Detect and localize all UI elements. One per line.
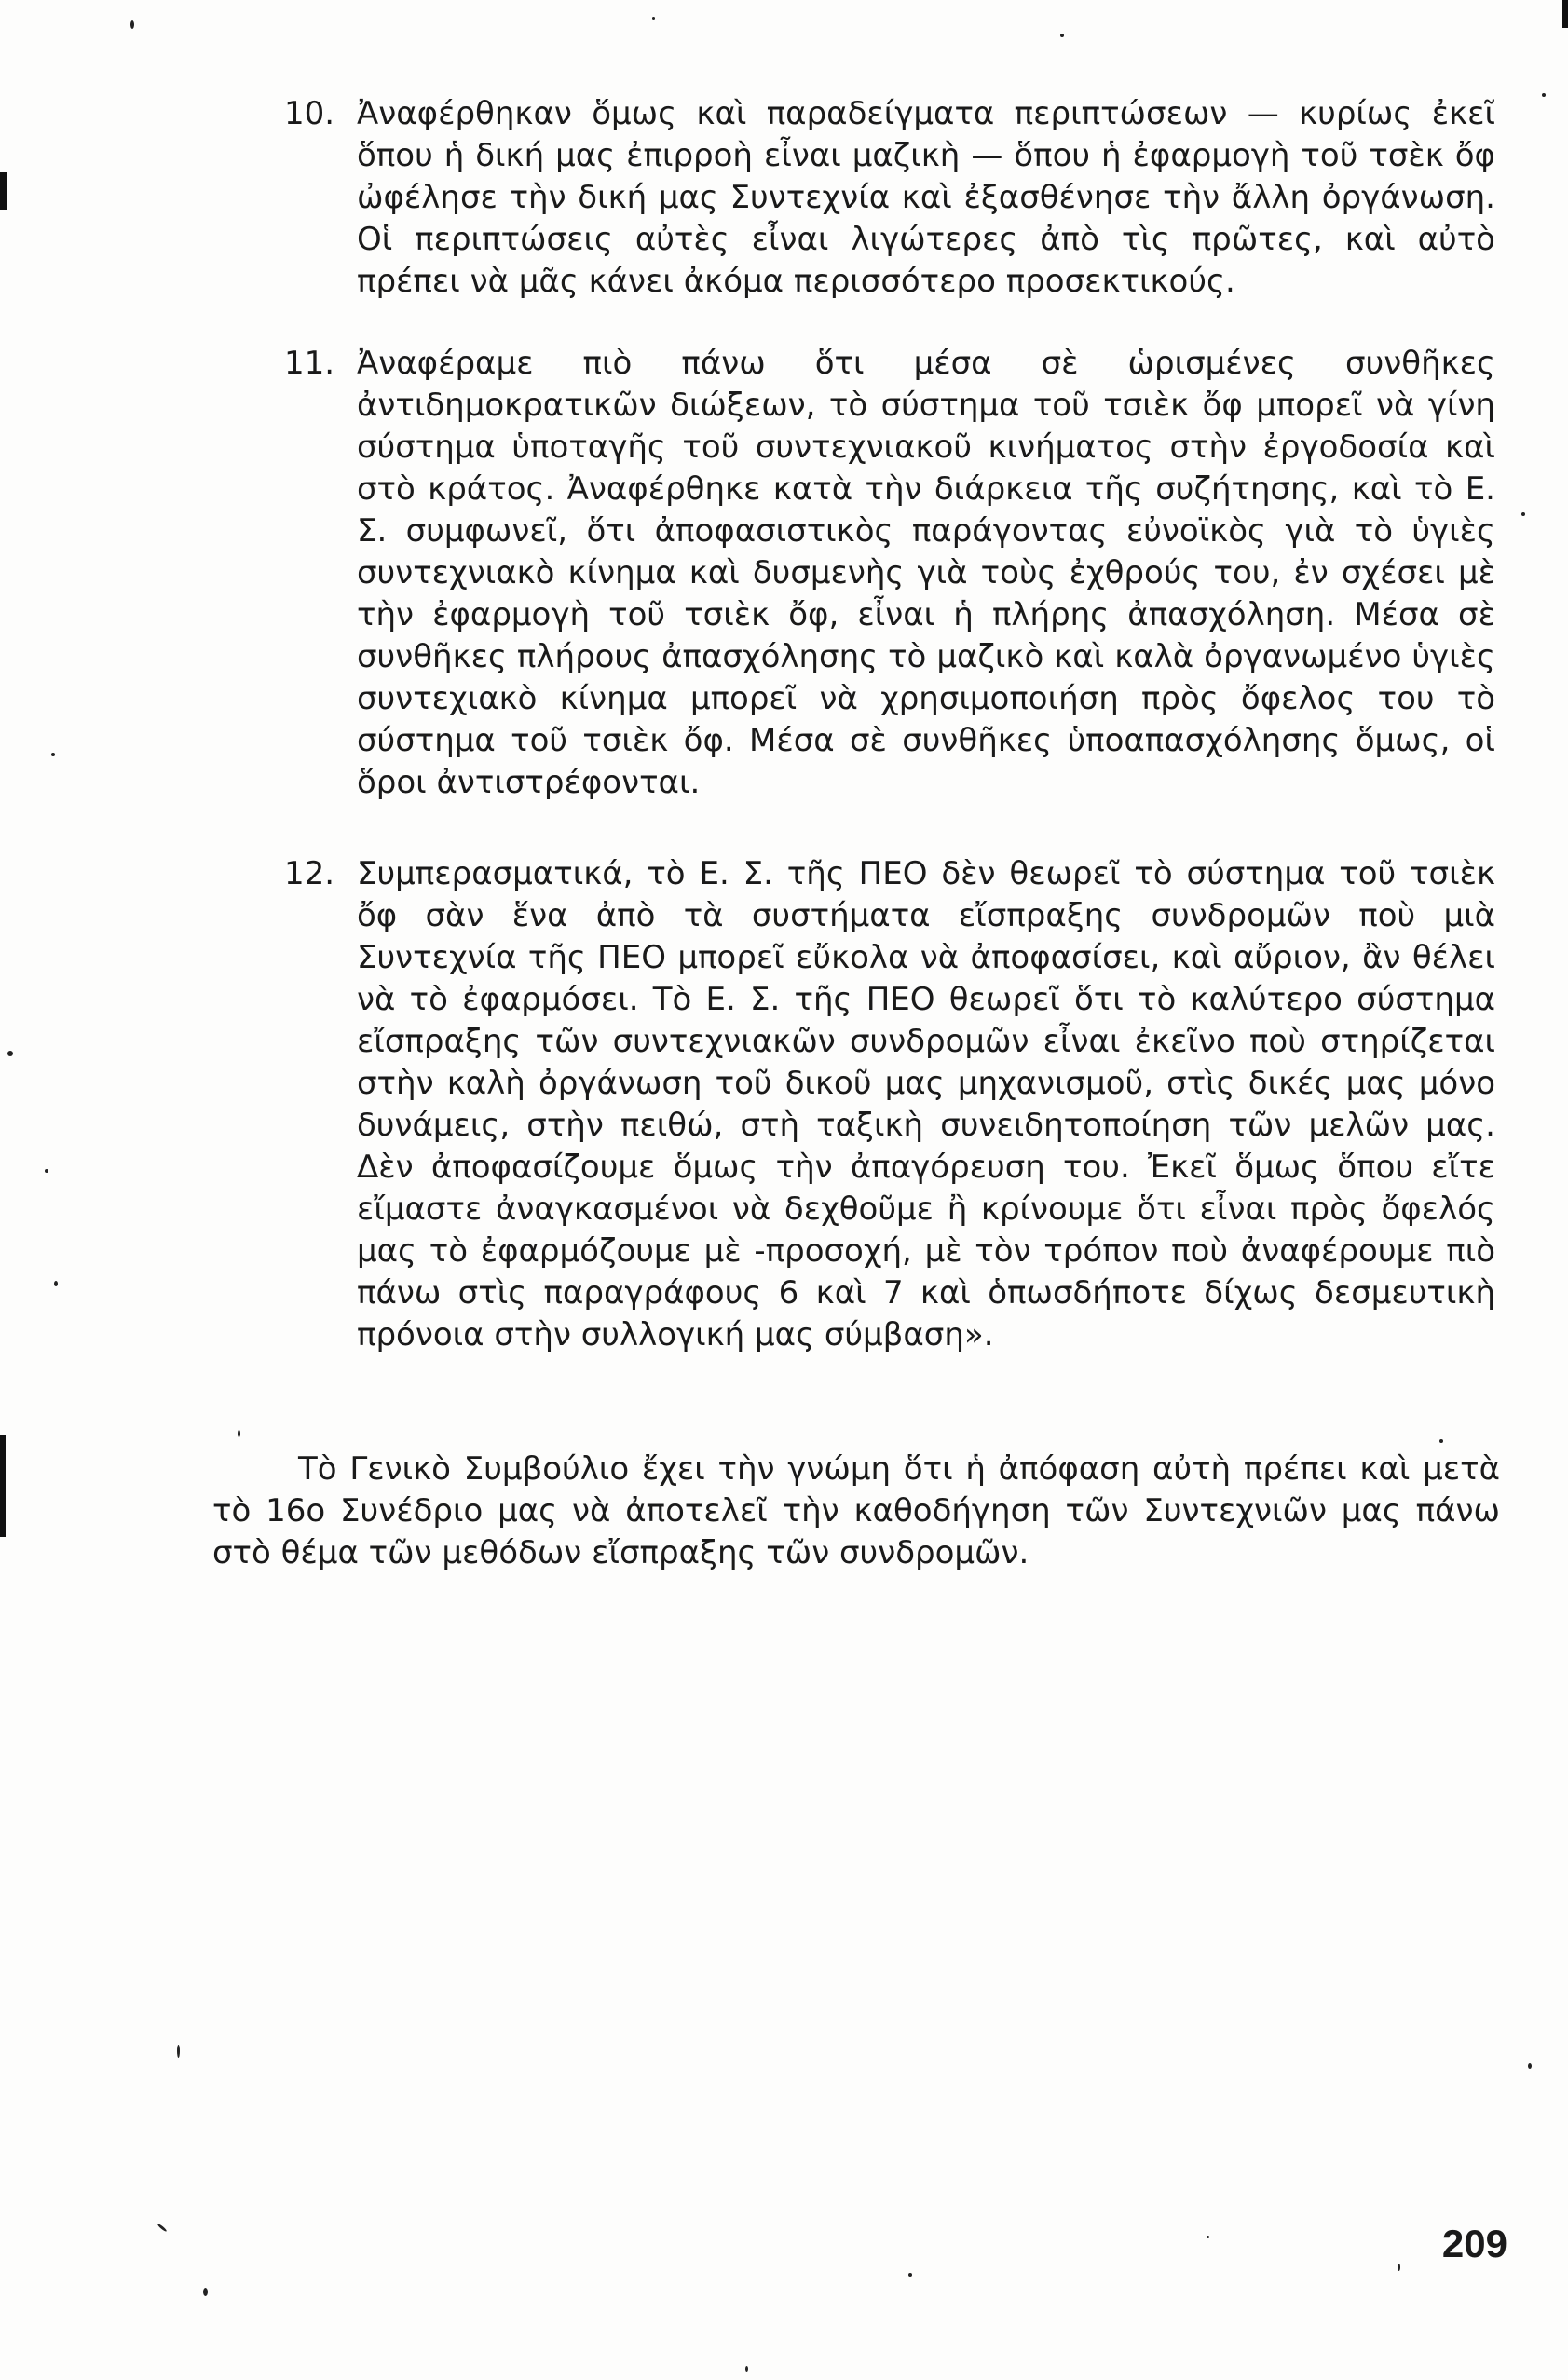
- scan-speck: [652, 17, 655, 20]
- scan-speck: [130, 20, 134, 29]
- paragraph-number: 11.: [284, 345, 335, 382]
- scan-speck: [1521, 512, 1525, 516]
- scan-speck: [908, 2273, 912, 2277]
- scan-edge-mark: [1562, 0, 1568, 28]
- scan-speck: [177, 2045, 180, 2058]
- paragraph-11: [284, 343, 1495, 804]
- page-number: 209: [1441, 2222, 1507, 2265]
- scan-speck: [51, 753, 55, 756]
- scan-speck: [1398, 2264, 1400, 2271]
- scan-speck: [1060, 34, 1064, 37]
- scan-speck: [45, 1169, 48, 1173]
- scan-speck: [157, 2223, 167, 2232]
- paragraph-text: Ἀναφέραμε πιὸ πάνω ὅτι μέσα σὲ ὡρισμένες συνθῆκες ἀντιδημοκρατικῶν διώξεων, τὸ σύστημα τοῦ τσιὲκ ὄφ μπορεῖ νὰ γίνη σύστημα ὑποταγῆς τοῦ συντεχνιακοῦ κινήματος στὴν ἐργοδοσία καὶ στὸ κράτος. Ἀναφέρθηκε κατὰ τὴν διάρκεια τῆς συζήτησης, καὶ τὸ Ε. Σ. συμφωνεῖ, ὅτι ἀποφασιστικὸς παράγοντας εὐνοϊκὸς γιὰ τὸ ὑγιὲς συντεχνιακὸ κίνημα καὶ δυσμενὴς γιὰ τοὺς ἐχθρούς του, ἐν σχέσει μὲ τὴν ἐφαρμογὴ τοῦ τσιὲκ ὄφ, εἶναι ἡ πλήρης ἀπασχόληση. Μέσα σὲ συνθῆκες πλήρους ἀπασχόλησης τὸ μαζικὸ καὶ καλὰ ὀργανωμένο ὑγιὲς συντεχιακὸ κίνημα μπορεῖ νὰ χρησιμοποιήση πρὸς ὄφελος του τὸ σύστημα τοῦ τσιὲκ ὄφ. Μέσα σὲ συνθῆκες ὑποαπασχόλησης ὅμως, οἱ ὅροι ἀντιστρέφονται.: [357, 345, 1495, 801]
- paragraph-12: [284, 853, 1495, 1356]
- scan-speck: [54, 1281, 58, 1286]
- conclusion-paragraph: Τὸ Γενικὸ Συμβούλιο ἔχει τὴν γνώμη ὅτι ἡ ἀπόφαση αὐτὴ πρέπει καὶ μετὰ τὸ 16ο Συνέδριο μας νὰ ἀποτελεῖ τὴν καθοδήγηση τῶν Συντεχνιῶν μας πάνω στὸ θέμα τῶν μεθόδων εἴσπραξης τῶν συνδρομῶν.: [212, 1450, 1500, 1571]
- paragraph-10: [284, 93, 1495, 303]
- scan-edge-mark: [0, 172, 7, 210]
- scan-speck: [1207, 2236, 1209, 2238]
- scan-speck: [238, 1430, 240, 1437]
- scan-speck: [7, 1051, 13, 1056]
- paragraph-number: 10.: [284, 95, 335, 132]
- scan-speck: [203, 2288, 208, 2296]
- paragraph-text: Συμπερασματικά, τὸ Ε. Σ. τῆς ΠΕΟ δὲν θεωρεῖ τὸ σύστημα τοῦ τσιὲκ ὄφ σὰν ἕνα ἀπὸ τὰ συστήματα εἴσπραξης συνδρομῶν ποὺ μιὰ Συντεχνία τῆς ΠΕΟ μπορεῖ εὔκολα νὰ ἀποφασίσει, καὶ αὔριον, ἂν θέλει νὰ τὸ ἐφαρμόσει. Τὸ Ε. Σ. τῆς ΠΕΟ θεωρεῖ ὅτι τὸ καλύτερο σύστημα εἴσπραξης τῶν συντεχνιακῶν συνδρομῶν εἶναι ἐκεῖνο ποὺ στηρίζεται στὴν καλὴ ὀργάνωση τοῦ δικοῦ μας μηχανισμοῦ, στὶς δικές μας μόνο δυνάμεις, στὴν πειθώ, στὴ ταξικὴ συνειδητοποίηση τῶν μελῶν μας. Δὲν ἀποφασίζουμε ὅμως τὴν ἀπαγόρευση του. Ἐκεῖ ὅμως ὅπου εἴτε εἴμαστε ἀναγκασμένοι νὰ δεχθοῦμε ἢ κρίνουμε ὅτι εἶναι πρὸς ὄφελός μας τὸ ἐφαρμόζουμε μὲ -προσοχή, μὲ τὸν τρόπον ποὺ ἀναφέρουμε πιὸ πάνω στὶς παραγράφους 6 καὶ 7 καὶ ὁπωσδήποτε δίχως δεσμευτικὴ πρόνοια στὴν συλλογική μας σύμβαση».: [357, 855, 1495, 1353]
- scan-speck: [745, 2366, 748, 2372]
- scan-speck: [1439, 1439, 1443, 1443]
- paragraph-text: Ἀναφέρθηκαν ὅμως καὶ παραδείγματα περιπτώσεων — κυρίως ἐκεῖ ὅπου ἡ δική μας ἐπιρροὴ εἶναι μαζικὴ — ὅπου ἡ ἐφαρμογὴ τοῦ τσὲκ ὄφ ὠφέλησε τὴν δική μας Συντεχνία καὶ ἐξασθένησε τὴν ἄλλη ὀργάνωση. Οἱ περιπτώσεις αὐτὲς εἶναι λιγώτερες ἀπὸ τὶς πρῶτες, καὶ αὐτὸ πρέπει νὰ μᾶς κάνει ἀκόμα περισσότερο προσεκτικούς.: [357, 95, 1495, 300]
- scan-speck: [1528, 2063, 1532, 2069]
- paragraph-number: 12.: [284, 855, 335, 892]
- scan-edge-mark: [0, 1435, 6, 1537]
- scan-speck: [1542, 93, 1546, 97]
